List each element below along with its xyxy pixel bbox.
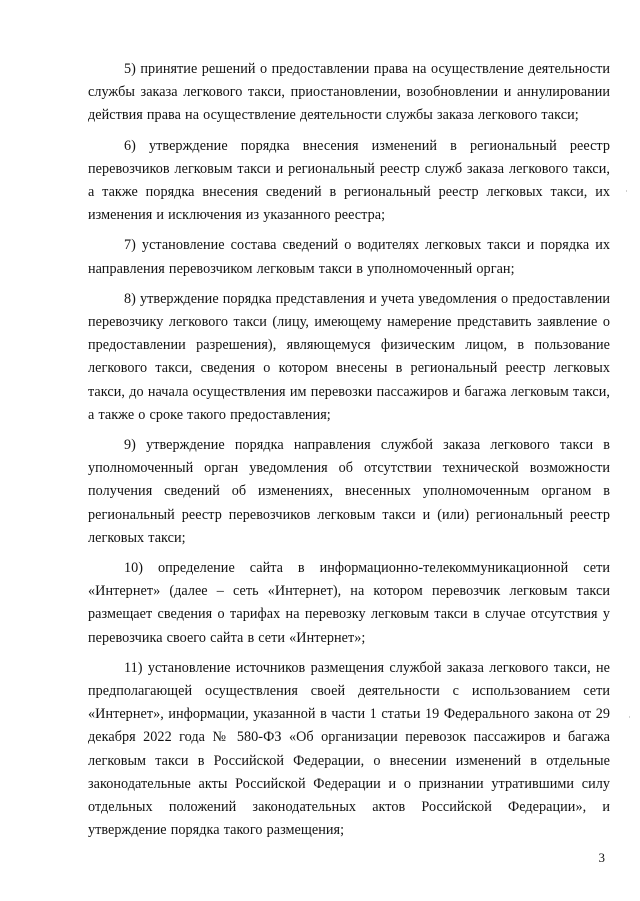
document-body xyxy=(88,58,610,850)
paragraph-item-6: 6) утверждение порядка внесения изменений в региональный реестр перевозчиков легковым такси и региональный реестр служб заказа легкового такси, а также порядка внесения сведений в региональный реестр легковых такси, их изменения и исключения из указанного реестра; xyxy=(88,137,610,224)
paragraph-item-8: 8) утверждение порядка представления и учета уведомления о предоставлении перевозчику легкового такси (лицу, имеющему намерение представить заявление о предоставлении разрешения), являющемуся физическим лицом, в пользование легкового такси, сведения о котором внесены в региональный реестр легковых такси, до начала осуществления им перевозки пассажиров и багажа легковым такси, а также о сроке такого предоставления; xyxy=(88,290,610,423)
scan-edge-mark xyxy=(629,716,630,718)
paragraph-item-7: 7) установление состава сведений о водителях легковых такси и порядка их направления перевозчиком легковым такси в уполномоченный орган; xyxy=(88,237,610,277)
paragraph-item-11: 11) установление источников размещения службой заказа легкового такси, не предполагающей осуществления своей деятельности с использованием сети «Интернет», информации, указанной в части 1 статьи 19 Федерального закона от 29 декабря 2022 года № 580-ФЗ «Об организации перевозок пассажиров и багажа легковым такси в Российской Федерации, о внесении изменений в отдельные законодательные акты Российской Федерации и о признании утратившими силу отдельных положений законодательных актов Российской Федерации», и утверждение порядка такого размещения; xyxy=(88,659,610,839)
scan-edge-mark xyxy=(626,190,627,192)
paragraph-item-9: 9) утверждение порядка направления службой заказа легкового такси в уполномоченный орган уведомления об отсутствии технической возможности получения сведений об изменениях, внесенных уполномоченным органом в региональный реестр перевозчиков легковым такси и (или) региональный реестр легковых такси; xyxy=(88,437,610,546)
paragraph-item-5: 5) принятие решений о предоставлении права на осуществление деятельности службы заказа легкового такси, приостановлении, возобновлении и аннулировании действия права на осуществление деятельности службы заказа легкового такси; xyxy=(88,61,610,124)
paragraph-item-10: 10) определение сайта в информационно-телекоммуникационной сети «Интернет» (далее – сеть «Интернет), на котором перевозчик легковым такси размещает сведения о тарифах на перевозку легковым такси в случае отсутствия у перевозчика своего сайта в сети «Интернет»; xyxy=(88,560,610,646)
page-number: 3 xyxy=(598,850,605,865)
